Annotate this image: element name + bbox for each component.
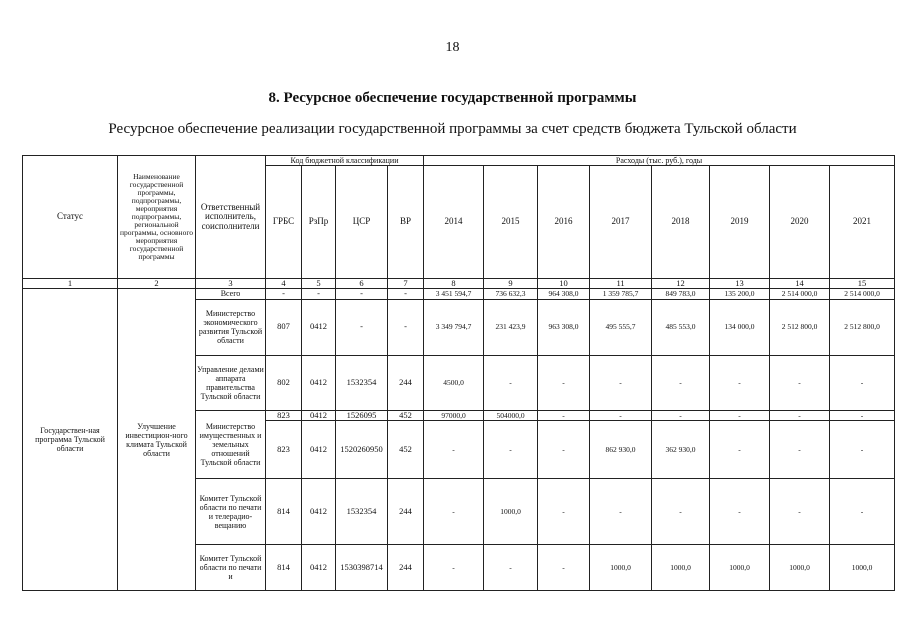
column-number: 2 (118, 279, 196, 289)
column-number: 4 (266, 279, 302, 289)
value-cell: - (484, 421, 538, 479)
header-year: 2014 (424, 166, 484, 279)
value-cell: - (484, 545, 538, 591)
csr-cell: - (336, 299, 388, 355)
value-cell: - (652, 479, 710, 545)
value-cell: 2 514 000,0 (830, 289, 895, 300)
value-cell: - (538, 410, 590, 421)
value-cell: - (590, 410, 652, 421)
value-cell: 135 200,0 (710, 289, 770, 300)
csr-cell: 1530398714 (336, 545, 388, 591)
rzpr-cell: 0412 (302, 299, 336, 355)
column-number: 11 (590, 279, 652, 289)
value-cell: 1000,0 (710, 545, 770, 591)
rzpr-cell: 0412 (302, 410, 336, 421)
column-number: 15 (830, 279, 895, 289)
header-status: Статус (23, 156, 118, 279)
vr-cell: 452 (388, 410, 424, 421)
value-cell: 964 308,0 (538, 289, 590, 300)
table-caption: Ресурсное обеспечение реализации государственной программы за счет средств бюджета Тульской области (108, 121, 797, 137)
value-cell: - (770, 479, 830, 545)
header-year: 2019 (710, 166, 770, 279)
grbs-cell: 802 (266, 355, 302, 410)
grbs-cell: 814 (266, 479, 302, 545)
page-number: 18 (445, 40, 460, 55)
value-cell: 2 512 800,0 (770, 299, 830, 355)
value-cell: - (590, 479, 652, 545)
header-grbs: ГРБС (266, 166, 302, 279)
grbs-cell: 807 (266, 299, 302, 355)
column-number-row (23, 279, 895, 289)
value-cell: - (538, 545, 590, 591)
value-cell: - (538, 421, 590, 479)
value-cell: - (538, 355, 590, 410)
value-cell: 1000,0 (652, 545, 710, 591)
header-year: 2020 (770, 166, 830, 279)
column-number: 9 (484, 279, 538, 289)
csr-cell: - (336, 289, 388, 300)
value-cell: - (830, 421, 895, 479)
value-cell: 2 514 000,0 (770, 289, 830, 300)
table-row (23, 289, 895, 300)
value-cell: 862 930,0 (590, 421, 652, 479)
executor-cell: Комитет Тульской области по печати и телерадио-вещанию (196, 479, 266, 545)
value-cell: 1000,0 (830, 545, 895, 591)
value-cell: - (710, 421, 770, 479)
value-cell: - (652, 410, 710, 421)
rzpr-cell: 0412 (302, 355, 336, 410)
vr-cell: - (388, 289, 424, 300)
value-cell: - (590, 355, 652, 410)
vr-cell: 244 (388, 545, 424, 591)
value-cell: - (770, 410, 830, 421)
value-cell: 134 000,0 (710, 299, 770, 355)
value-cell: 362 930,0 (652, 421, 710, 479)
value-cell: - (830, 479, 895, 545)
value-cell: 1000,0 (590, 545, 652, 591)
executor-cell: Управление делами аппарата правительства Тульской области (196, 355, 266, 410)
header-expenses: Расходы (тыс. руб.), годы (424, 156, 895, 166)
rzpr-cell: 0412 (302, 421, 336, 479)
value-cell: 963 308,0 (538, 299, 590, 355)
header-csr: ЦСР (336, 166, 388, 279)
column-number: 7 (388, 279, 424, 289)
column-number: 14 (770, 279, 830, 289)
column-number: 10 (538, 279, 590, 289)
header-vr: ВР (388, 166, 424, 279)
header-classification: Код бюджетной классификации (266, 156, 424, 166)
grbs-cell: 814 (266, 545, 302, 591)
value-cell: - (710, 410, 770, 421)
rzpr-cell: 0412 (302, 545, 336, 591)
header-year: 2021 (830, 166, 895, 279)
value-cell: - (710, 355, 770, 410)
header-row-1 (23, 156, 895, 166)
resource-table-container (22, 155, 894, 591)
value-cell: 849 783,0 (652, 289, 710, 300)
rzpr-cell: 0412 (302, 479, 336, 545)
section-heading: 8. Ресурсное обеспечение государственной программы (268, 90, 637, 106)
value-cell: - (538, 479, 590, 545)
csr-cell: 1532354 (336, 479, 388, 545)
csr-cell: 1526095 (336, 410, 388, 421)
column-number: 12 (652, 279, 710, 289)
vr-cell: - (388, 299, 424, 355)
program-name-cell: Улучшение инвестицион-ного климата Тульской области (118, 289, 196, 591)
column-number: 1 (23, 279, 118, 289)
value-cell: - (424, 421, 484, 479)
value-cell: 1000,0 (484, 479, 538, 545)
column-number: 6 (336, 279, 388, 289)
value-cell: 485 553,0 (652, 299, 710, 355)
column-number: 5 (302, 279, 336, 289)
value-cell: 1000,0 (770, 545, 830, 591)
csr-cell: 1520260950 (336, 421, 388, 479)
grbs-cell: - (266, 289, 302, 300)
header-name: Наименование государственной программы, подпрограммы, мероприятия подпрограммы, региональной программы, основного мероприятия государственной программы (118, 156, 196, 279)
value-cell: - (424, 479, 484, 545)
value-cell: 504000,0 (484, 410, 538, 421)
value-cell: 2 512 800,0 (830, 299, 895, 355)
value-cell: - (830, 410, 895, 421)
csr-cell: 1532354 (336, 355, 388, 410)
value-cell: - (830, 355, 895, 410)
value-cell: - (770, 421, 830, 479)
status-cell: Государствен-ная программа Тульской области (23, 289, 118, 591)
grbs-cell: 823 (266, 421, 302, 479)
column-number: 3 (196, 279, 266, 289)
value-cell: - (652, 355, 710, 410)
header-executor: Ответственный исполнитель, соисполнители (196, 156, 266, 279)
vr-cell: 244 (388, 355, 424, 410)
value-cell: 1 359 785,7 (590, 289, 652, 300)
value-cell: 231 423,9 (484, 299, 538, 355)
header-year: 2017 (590, 166, 652, 279)
header-year: 2018 (652, 166, 710, 279)
executor-cell: Министерство экономического развития Тульской области (196, 299, 266, 355)
header-rzpr: РзПр (302, 166, 336, 279)
value-cell: 736 632,3 (484, 289, 538, 300)
value-cell: - (770, 355, 830, 410)
column-number: 8 (424, 279, 484, 289)
header-year: 2016 (538, 166, 590, 279)
value-cell: 3 349 794,7 (424, 299, 484, 355)
value-cell: 495 555,7 (590, 299, 652, 355)
value-cell: 4500,0 (424, 355, 484, 410)
value-cell: 3 451 594,7 (424, 289, 484, 300)
value-cell: - (710, 479, 770, 545)
value-cell: 97000,0 (424, 410, 484, 421)
header-year: 2015 (484, 166, 538, 279)
grbs-cell: 823 (266, 410, 302, 421)
vr-cell: 244 (388, 479, 424, 545)
executor-cell: Министерство имущественных и земельных отношений Тульской области (196, 410, 266, 479)
value-cell: - (424, 545, 484, 591)
column-number: 13 (710, 279, 770, 289)
value-cell: - (484, 355, 538, 410)
rzpr-cell: - (302, 289, 336, 300)
executor-cell: Комитет Тульской области по печати и (196, 545, 266, 591)
resource-table (22, 155, 895, 591)
executor-cell: Всего (196, 289, 266, 300)
vr-cell: 452 (388, 421, 424, 479)
